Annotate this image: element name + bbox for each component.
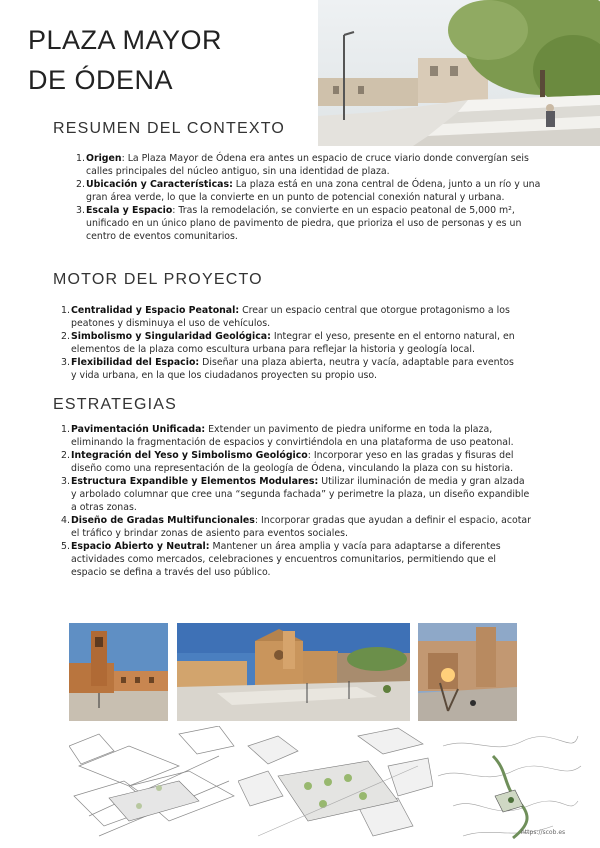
item-title: Centralidad y Espacio Peatonal: bbox=[71, 305, 240, 316]
item-number: 2. bbox=[61, 450, 70, 462]
item-number: 1. bbox=[61, 305, 70, 316]
item-number: 3. bbox=[61, 357, 70, 369]
item-text: : Tras la remodelación, se convierte en un espacio peatonal de 5,000 m², unificado en un único plano de pavimento de piedra, que prioriza el uso de personas y es un centro de eventos comunitarios. bbox=[86, 205, 522, 242]
estrategias-list bbox=[61, 424, 531, 580]
item-number: 2. bbox=[76, 179, 85, 191]
plaza-photo-bell-tower bbox=[69, 623, 168, 721]
item-title: Pavimentación Unificada: bbox=[71, 424, 206, 435]
item-number: 2. bbox=[61, 331, 70, 343]
motor-list bbox=[61, 305, 521, 384]
item-title: Integración del Yeso y Simbolismo Geológico bbox=[71, 450, 308, 462]
list-item bbox=[76, 179, 546, 204]
hero-photo bbox=[318, 0, 600, 146]
page-title bbox=[28, 20, 222, 100]
section-heading-estrategias: ESTRATEGIAS bbox=[53, 396, 178, 413]
credit-link[interactable]: https://scob.es bbox=[521, 829, 566, 836]
section-heading-motor: MOTOR DEL PROYECTO bbox=[53, 271, 263, 288]
item-title: Simbolismo y Singularidad Geológica: bbox=[71, 331, 271, 343]
item-text: Utilizar iluminación de media y gran alzada y arbolado columnar que cree una “segunda fachada” y perimetre la plaza, un diseño expandible a otras zonas. bbox=[71, 476, 530, 513]
item-number: 3. bbox=[76, 205, 85, 217]
item-title: Espacio Abierto y Neutral: bbox=[71, 541, 210, 553]
axonometric-diagram-left bbox=[69, 726, 238, 844]
item-title: Flexibilidad del Espacio: bbox=[71, 357, 200, 369]
item-text: Integrar el yeso, presente en el entorno natural, en elementos de la plaza como escultura urbana para reflejar la historia y geología local. bbox=[71, 331, 515, 355]
list-item bbox=[61, 450, 531, 475]
item-title: Origen bbox=[86, 153, 122, 164]
item-number: 5. bbox=[61, 541, 70, 553]
item-number: 3. bbox=[61, 476, 70, 488]
item-text: : La Plaza Mayor de Ódena era antes un espacio de cruce viario donde convergían seis calles principales del núcleo antiguo, sin una identidad de plaza. bbox=[86, 153, 529, 177]
list-item bbox=[76, 153, 546, 178]
item-number: 4. bbox=[61, 515, 70, 527]
site-plan-diagram bbox=[433, 726, 583, 844]
title-line-1: PLAZA MAYOR bbox=[28, 25, 223, 55]
list-item bbox=[61, 515, 531, 540]
title-line-2: DE ÓDENA bbox=[28, 65, 174, 95]
item-text: Diseñar una plaza abierta, neutra y vacía, adaptable para eventos y vida urbana, en la que los ciudadanos proyecten su propio uso. bbox=[71, 357, 514, 381]
item-title: Diseño de Gradas Multifuncionales bbox=[71, 515, 255, 527]
item-text: La plaza está en una zona central de Ódena, junto a un río y una gran área verde, lo que la convierte en un punto de potencial conexión natural y urbana. bbox=[86, 179, 541, 203]
list-item bbox=[61, 476, 531, 514]
resumen-list bbox=[76, 153, 546, 244]
plaza-photo-night bbox=[418, 623, 517, 721]
list-item bbox=[61, 357, 521, 382]
plaza-photo-church-panorama bbox=[177, 623, 410, 721]
section-heading-resumen: RESUMEN DEL CONTEXTO bbox=[53, 120, 286, 137]
item-number: 1. bbox=[76, 153, 85, 164]
item-text: : Incorporar yeso en las gradas y fisuras del diseño como una representación de la geología de Ódena, vinculando la plaza con su historia. bbox=[71, 450, 514, 474]
list-item bbox=[76, 205, 546, 243]
item-number: 1. bbox=[61, 424, 70, 435]
axonometric-diagram-center bbox=[238, 726, 433, 844]
list-item bbox=[61, 331, 521, 356]
list-item bbox=[61, 305, 521, 330]
item-title: Escala y Espacio bbox=[86, 205, 173, 217]
item-text: Crear un espacio central que otorgue protagonismo a los peatones y disminuya el uso de vehículos. bbox=[71, 305, 510, 329]
item-text: Mantener un área amplia y vacía para adaptarse a diferentes actividades como mercados, celebraciones y encuentros comunitarios, permitiendo que el espacio se defina a través del uso público. bbox=[71, 541, 501, 578]
item-title: Ubicación y Características: bbox=[86, 179, 233, 191]
list-item bbox=[61, 424, 531, 449]
item-title: Estructura Expandible y Elementos Modulares: bbox=[71, 476, 319, 488]
item-text: : Incorporar gradas que ayudan a definir el espacio, acotar el tráfico y brindar zonas de asiento para eventos sociales. bbox=[71, 515, 531, 539]
item-text: Extender un pavimento de piedra uniforme en toda la plaza, eliminando la fragmentación de espacios y convirtiéndola en una plataforma de uso peatonal. bbox=[71, 424, 514, 448]
list-item bbox=[61, 541, 531, 579]
